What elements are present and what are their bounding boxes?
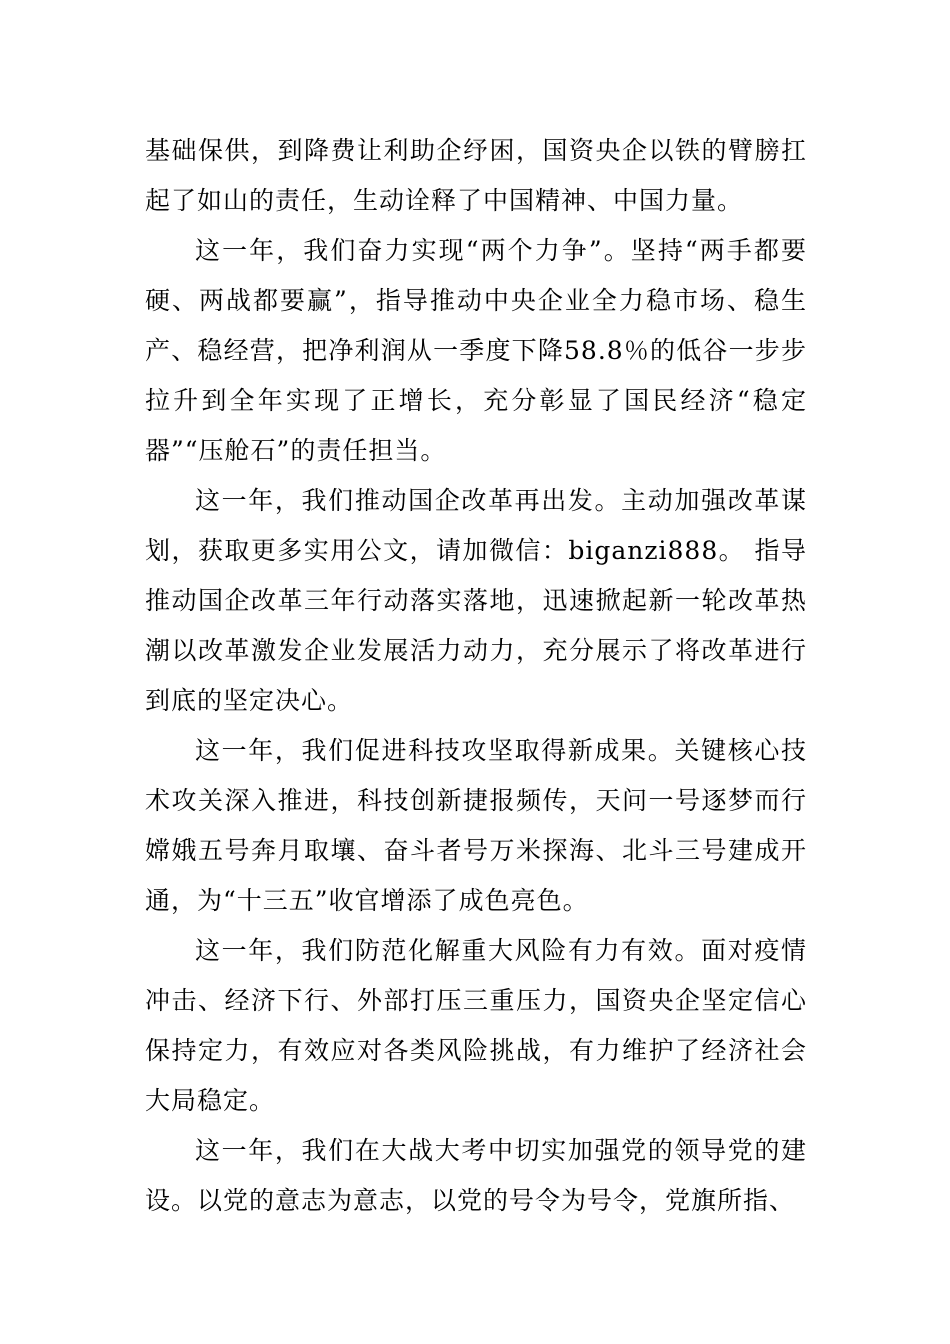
paragraph-2: 这一年，我们奋力实现“两个力争”。坚持“两手都要硬、两战都要赢”，指导推动中央企业全力稳市场、稳生产、稳经营，把净利润从一季度下降58.8％的低谷一步步拉升到全年实现了正增长，充分彰显了国民经济“稳定器”“压舱石”的责任担当。 xyxy=(145,236,807,465)
paragraph-3: 这一年，我们推动国企改革再出发。主动加强改革谋划，获取更多实用公文，请加微信：biganzi888。 指导推动国企改革三年行动落实落地，迅速掀起新一轮改革热潮以改革激发企业发展活力动力，充分展示了将改革进行到底的坚定决心。 xyxy=(145,486,807,715)
paragraph-6: 这一年，我们在大战大考中切实加强党的领导党的建设。以党的意志为意志，以党的号令为号令，党旗所指、 xyxy=(145,1136,807,1215)
document-body xyxy=(145,126,807,1226)
paragraph-5: 这一年，我们防范化解重大风险有力有效。面对疫情冲击、经济下行、外部打压三重压力，国资央企坚定信心保持定力，有效应对各类风险挑战，有力维护了经济社会大局稳定。 xyxy=(145,936,807,1115)
paragraph-4: 这一年，我们促进科技攻坚取得新成果。关键核心技术攻关深入推进，科技创新捷报频传，天问一号逐梦而行嫦娥五号奔月取壤、奋斗者号万米探海、北斗三号建成开通，为“十三五”收官增添了成色亮色。 xyxy=(145,736,807,915)
paragraph-1: 基础保供，到降费让利助企纾困，国资央企以铁的臂膀扛起了如山的责任，生动诠释了中国精神、中国力量。 xyxy=(145,136,807,215)
